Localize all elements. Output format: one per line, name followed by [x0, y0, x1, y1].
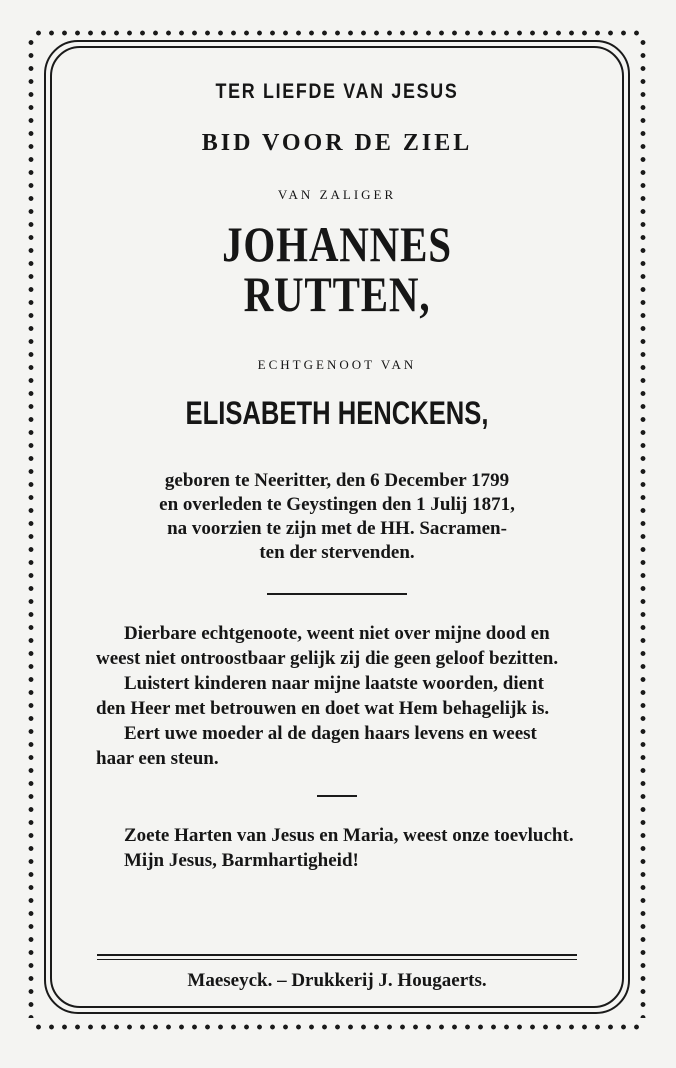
header-line-3: VAN ZALIGER: [277, 187, 397, 202]
dotted-border-bottom: [32, 1022, 642, 1032]
divider-tiny: [317, 795, 357, 797]
dotted-border-top: [32, 28, 642, 38]
farewell-paragraph: Dierbare echtgenoote, weent niet over mijne dood en weest niet ontroostbaar gelijk zij die geen geloof bezitten.: [96, 623, 559, 669]
spouse-name: ELISABETH HENCKENS,: [185, 395, 489, 431]
biography: [92, 469, 582, 565]
card-content: [92, 80, 582, 873]
header-line-1: TER LIEFDE VAN JESUS: [215, 80, 459, 103]
prayer-line: Zoete Harten van Jesus en Maria, weest onze toevlucht.: [124, 825, 574, 846]
footer-divider: [97, 954, 577, 960]
farewell-paragraph: Luistert kinderen naar mijne laatste woorden, dient den Heer met betrouwen en doet wat Hem behagelijk is.: [96, 673, 550, 719]
biography-line: en overleden te Geystingen den 1 Julij 1871,: [159, 494, 515, 515]
prayers: [92, 823, 582, 873]
printer-imprint: Maeseyck. – Drukkerij J. Hougaerts.: [187, 970, 487, 991]
memorial-card: [22, 22, 652, 1032]
biography-line: geboren te Neeritter, den 6 December 1799: [164, 470, 510, 491]
prayer-line: Mijn Jesus, Barmhartigheid!: [124, 850, 359, 871]
dotted-border-left: [26, 36, 36, 1018]
header-line-2: BID VOOR DE ZIEL: [201, 130, 473, 156]
farewell-text: [92, 621, 582, 771]
relation-label: ECHTGENOOT VAN: [257, 357, 417, 372]
biography-line: ten der stervenden.: [259, 542, 415, 563]
deceased-name: JOHANNES RUTTEN,: [222, 216, 452, 322]
farewell-paragraph: Eert uwe moeder al de dagen haars levens en weest haar een steun.: [96, 723, 537, 769]
dotted-border-right: [638, 36, 648, 1018]
divider-short: [267, 593, 407, 595]
biography-line: na voorzien te zijn met de HH. Sacramen-: [167, 518, 507, 539]
